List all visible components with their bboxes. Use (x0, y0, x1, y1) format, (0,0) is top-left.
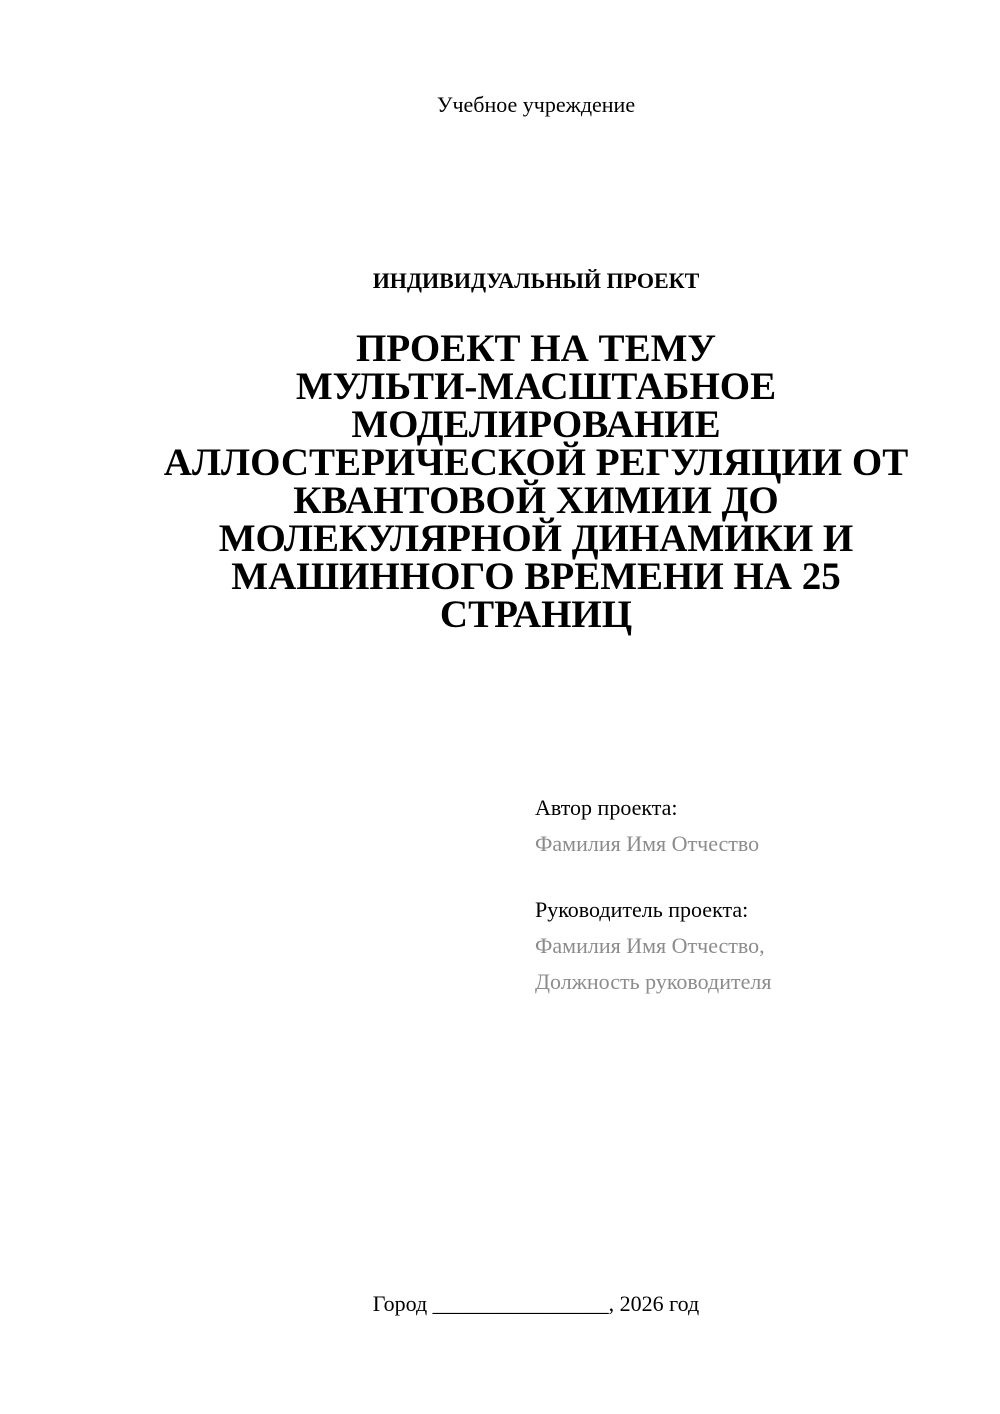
author-name: Фамилия Имя Отчество (535, 831, 760, 856)
project-type: ИНДИВИДУАЛЬНЫЙ ПРОЕКТ (372, 268, 700, 293)
supervisor-position: Должность руководителя (535, 969, 772, 994)
title-line: АЛЛОСТЕРИЧЕСКОЙ РЕГУЛЯЦИИ ОТ (163, 441, 909, 484)
title-line: ПРОЕКТ НА ТЕМУ (355, 327, 717, 370)
city-year-line: Город ________________, 2026 год (372, 1291, 700, 1316)
title-line: КВАНТОВОЙ ХИМИИ ДО (293, 479, 779, 522)
title-line: МУЛЬТИ-МАСШТАБНОЕ (295, 365, 777, 408)
author-label: Автор проекта: (535, 795, 678, 820)
supervisor-label: Руководитель проекта: (535, 897, 749, 922)
project-title (150, 327, 922, 636)
title-line: МОДЕЛИРОВАНИЕ (351, 403, 721, 446)
title-line: СТРАНИЦ (439, 593, 633, 636)
supervisor-name: Фамилия Имя Отчество, (535, 933, 765, 958)
institution-name: Учебное учреждение (436, 92, 636, 117)
spacer (535, 862, 975, 892)
credits-block (535, 790, 975, 1000)
title-line: МАШИННОГО ВРЕМЕНИ НА 25 (231, 555, 841, 598)
title-line: МОЛЕКУЛЯРНОЙ ДИНАМИКИ И (218, 517, 854, 560)
